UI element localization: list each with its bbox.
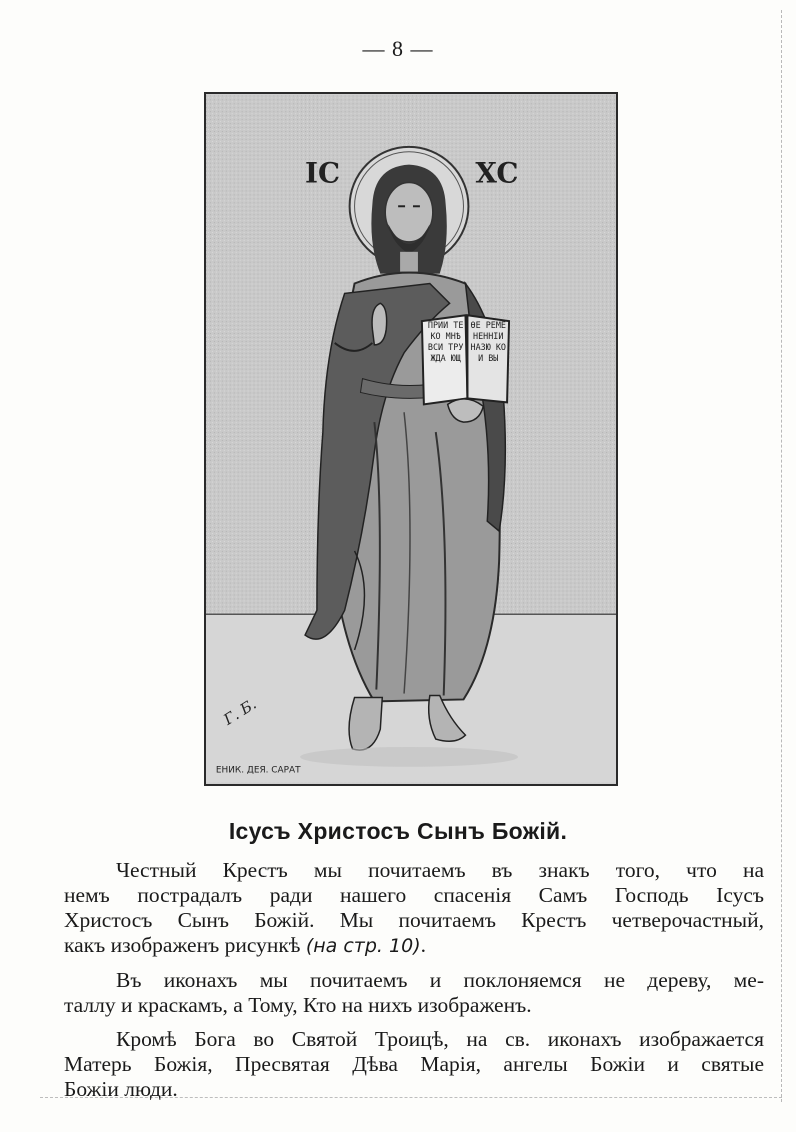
artist-signature: Г. Б. [220, 694, 260, 729]
paragraph-2-line-1: Въ иконахъ мы почитаемъ и поклоняемся не дереву, ме- [116, 968, 764, 992]
paragraph-3-line-2: Матерь Божія, Пресвятая Дѣва Марія, ангелы Божіи и святые [64, 1052, 764, 1076]
paragraph-1-line-2: немъ пострадалъ ради нашего спасенія Самъ Господь Ісусъ [64, 883, 764, 907]
monogram-left: IC [305, 156, 341, 190]
page-reference: (на стр. 10) [305, 935, 421, 957]
paragraph-1-line-1: Честный Крестъ мы почитаемъ въ знакъ того, что на [116, 858, 764, 882]
open-book [422, 315, 509, 404]
icon-illustration [204, 92, 618, 786]
book-left-text: ПРИИ ТЕ КО МНѢ ВСИ ТРУ ЖДА ЮЩ [427, 321, 464, 364]
blessing-hand [372, 303, 387, 345]
paragraph-3-line-1: Кромѣ Бога во Святой Троицѣ, на св. иконахъ изображается [116, 1027, 764, 1051]
body-text [64, 858, 764, 1102]
paragraph-3-line-3: Божіи люди. [64, 1077, 178, 1101]
paragraph-1-line-4-text: какъ изображенъ рисункѣ [64, 933, 306, 957]
studio-mark: ЕНИК. ДЕЯ. САРАТ [215, 765, 301, 776]
paragraph-1-period: . [420, 933, 426, 957]
paragraph-1-line-4 [64, 933, 764, 959]
paragraph-1-line-3: Христосъ Сынъ Божій. Мы почитаемъ Крестъ четверочастный, [64, 908, 764, 932]
paragraph-2-line-2: таллу и краскамъ, а Тому, Кто на нихъ изображенъ. [64, 993, 532, 1017]
illustration-caption: Ісусъ Христосъ Сынъ Божій. [228, 818, 568, 844]
monogram-right: XC [475, 156, 519, 190]
book-right-text: ѲЕ РЕМЕ НЕННІИ НАЗЮ КОИ ВЫ [470, 321, 506, 364]
page-number: — 8 — [362, 36, 434, 61]
page-edge-right [781, 10, 782, 1102]
